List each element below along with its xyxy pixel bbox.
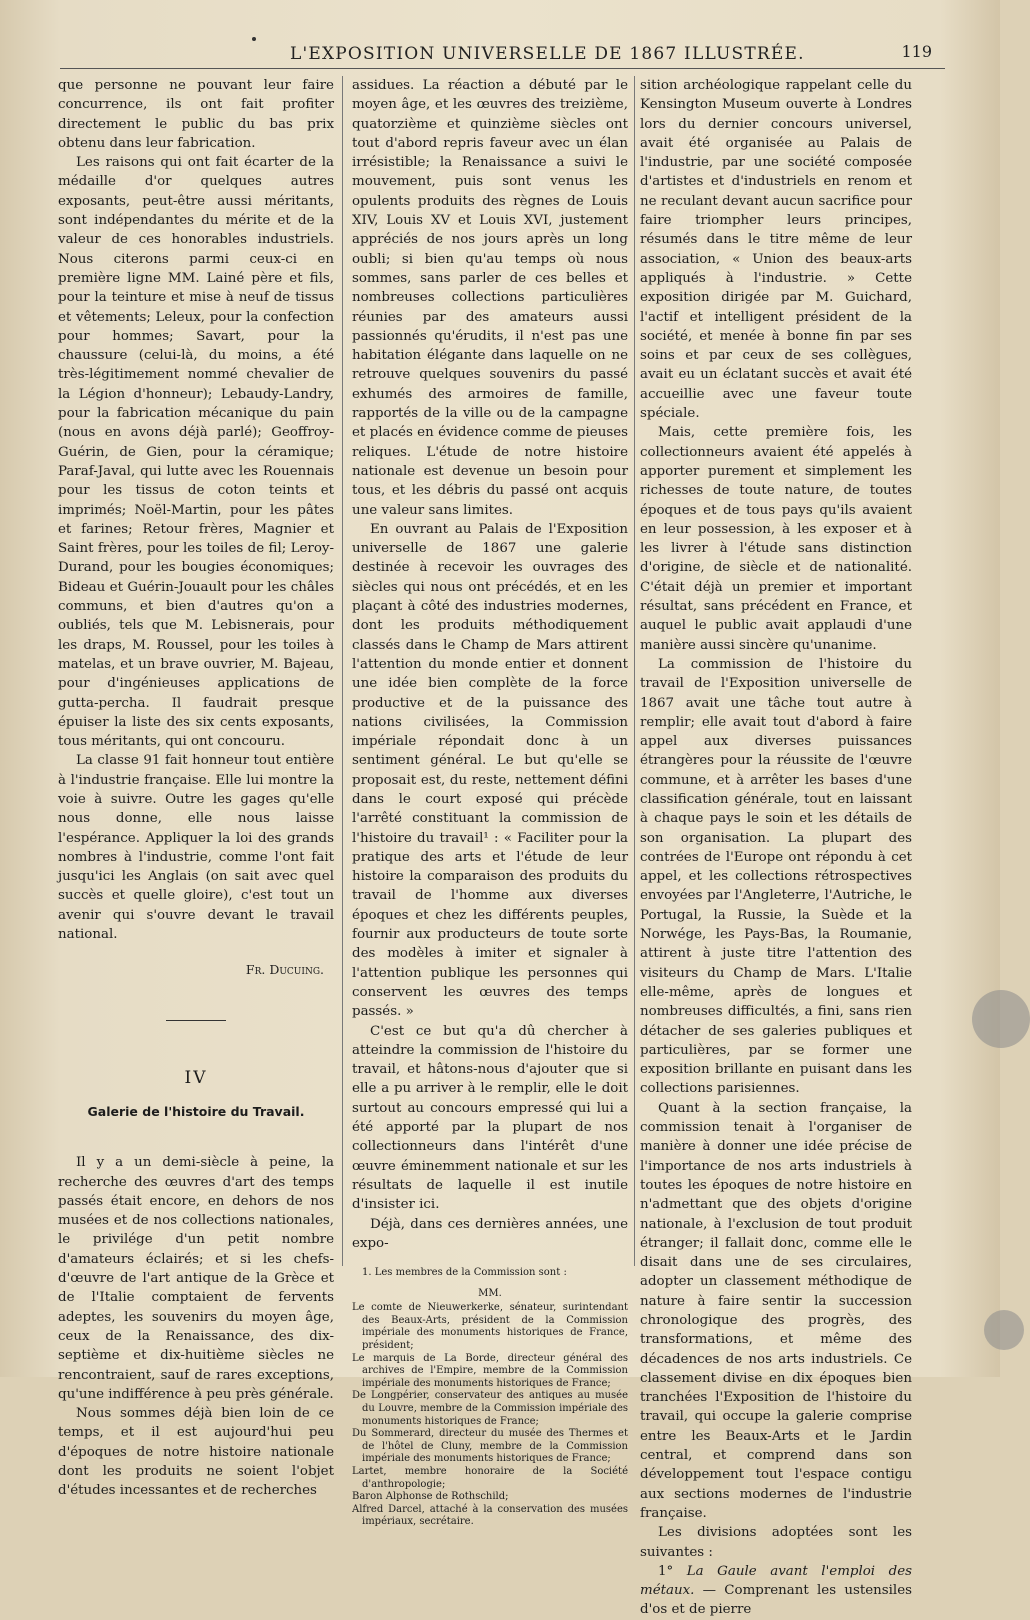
print-speck xyxy=(252,37,256,41)
paragraph: C'est ce but qu'a dû chercher à atteindre la commission de l'histoire du travail, et hâtons-nous d'ajouter que si elle a pu arriver à le remplir, elle le doit surtout au concours empressé qui lui a été apporté par la plupart de nos collectionneurs dans l'intérêt d'une œuvre éminemment nationale et sur les résultats de laquelle il est inutile d'insister ici. xyxy=(352,1023,628,1213)
footnote-item: Le comte de Nieuwerkerke, sénateur, surintendant des Beaux-Arts, président de la Commission impériale des monuments historiques de France, président; xyxy=(352,1302,628,1352)
footnote xyxy=(352,1267,628,1529)
footnote-item: Alfred Darcel, attaché à la conservation des musées impériaux, secrétaire. xyxy=(352,1503,628,1528)
paragraph: En ouvrant au Palais de l'Exposition universelle de 1867 une galerie destinée à recevoir les ouvrages des siècles qui nous ont précédés, et en les plaçant à côté des industries modernes, dont les produits méthodiquement classés dans le Champ de Mars attirent l'attention du monde entier et donnent une idée bien complète de la force productive et de la puissance des nations civilisées, la Commission impériale répondait donc à un sentiment général. Le but qu'elle se proposait est, du reste, nettement défini dans le court exposé qui précède l'arrêté constituant la commission de l'histoire du travail¹ : « Faciliter pour la pratique des arts et l'étude de leur histoire la comparaison des produits du travail de l'homme aux diverses époques et chez les différents peuples, fournir aux producteurs de toute sorte des modèles à imiter et signaler à l'attention publique les personnes qui conservent les œuvres des temps passés. » xyxy=(352,521,628,1020)
paragraph xyxy=(640,1562,912,1620)
paragraph: Déjà, dans ces dernières années, une expo- xyxy=(352,1216,628,1251)
column-divider-1 xyxy=(342,76,343,1266)
paragraph: assidues. La réaction a débuté par le moyen âge, et les œuvres des treizième, quatorzième et quinzième siècles ont tout d'abord repris faveur avec un élan irrésistible; la Renaissance a suivi le mouvement, puis sont venus les opulents produits des règnes de Louis XIV, Louis XV et Louis XVI, justement appréciés de nos jours après un long oubli; si bien qu'au temps où nous sommes, sans parler de ces belles et nombreuses collections particulières réunies par des amateurs aussi passionnés qu'érudits, il n'est pas une habitation élégante dans laquelle on ne retrouve quelques souvenirs du passé exhumés des armoires de famille, rapportés de la ville ou de la campagne et placés en évidence comme de pieuses reliques. L'étude de notre histoire nationale est devenue un besoin pour tous, et les débris du passé ont acquis une valeur sans limites. xyxy=(352,78,628,518)
paragraph: Les divisions adoptées sont les suivantes : xyxy=(640,1525,912,1560)
division-title: La Gaule avant l'emploi des métaux. xyxy=(640,1563,912,1599)
footnote-item: Baron Alphonse de Rothschild; xyxy=(352,1491,509,1503)
paragraph: Nous sommes déjà bien loin de ce temps, et il est aujourd'hui peu d'époques de notre histoire nationale dont les produits ne soient l'objet d'études incessantes et de recherches xyxy=(58,1406,334,1499)
column-3 xyxy=(640,76,912,1620)
division-text: — Comprenant les ustensiles d'os et de pierre xyxy=(640,1583,912,1618)
binding-hole xyxy=(972,990,1030,1048)
section-number: IV xyxy=(184,1067,208,1088)
footnote-title: 1. Les membres de la Commission sont : xyxy=(362,1267,567,1279)
section-title: Galerie de l'histoire du Travail. xyxy=(87,1103,305,1119)
paragraph: Mais, cette première fois, les collectionneurs avaient été appelés à apporter purement et simplement les richesses de toute nature, de toutes époques et de tous pays qu'ils avaient en leur possession, à les exposer et à les livrer à l'étude sans distinction d'origine, de siècle et de nationalité. C'était déjà un premier et important résultat, sans précédent en France, et auquel le public avait applaudi d'une manière aussi sincère qu'unanime. xyxy=(640,425,912,653)
section-divider xyxy=(166,1020,226,1021)
footnote-item: De Longpérier, conservateur des antiques au musée du Louvre, membre de la Commission impériale des monuments historiques de France; xyxy=(352,1390,628,1427)
page-number: 119 xyxy=(901,42,932,61)
footnote-item: Lartet, membre honoraire de la Société d'anthropologie; xyxy=(352,1466,628,1490)
column-divider-2 xyxy=(634,76,635,1266)
footnote-item: Du Sommerard, directeur du musée des Thermes et de l'hôtel de Cluny, membre de la Commission impériale des monuments historiques de France; xyxy=(352,1428,628,1465)
paragraph: La classe 91 fait honneur tout entière à l'industrie française. Elle lui montre la voie à suivre. Outre les gages qu'elle nous donne, elle nous laisse l'espérance. Appliquer la loi des grands nombres à l'industrie, comme l'ont fait jusqu'ici les Anglais (on sait avec quel succès et quelle gloire), c'est tout un avenir qui s'ouvre devant le travail national. xyxy=(58,753,334,943)
header-rule xyxy=(60,68,945,69)
paragraph: sition archéologique rappelant celle du Kensington Museum ouverte à Londres lors du dernier concours universel, avait été organisée au Palais de l'industrie, par une société composée d'artistes et d'industriels en renom et ne reculant devant aucun sacrifice pour faire triompher leurs principes, résumés dans le titre même de leur association, « Union des beaux-arts appliqués à l'industrie. » Cette exposition dirigée par M. Guichard, l'actif et intelligent président de la société, et menée à bonne fin par ses soins et par ceux de ses collègues, avait eu un éclatant succès et avait été accueillie avec une faveur toute spéciale. xyxy=(640,78,912,422)
column-1 xyxy=(58,76,334,1501)
author-signature: Fr. Ducuing. xyxy=(245,962,324,978)
paragraph: Il y a un demi-siècle à peine, la recherche des œuvres d'art des temps passés était encore, en dehors de nos musées et de nos collections nationales, le privilége d'un petit nombre d'amateurs éclairés; et si les chefs-d'œuvre de l'art antique de la Grèce et de l'Italie comptaient de fervents adeptes, les souvenirs du moyen âge, ceux de la Renaissance, des dix-septième et dix-huitième siècles ne rencontraient, sauf de rares exceptions, qu'une indifférence à peu près générale. xyxy=(58,1155,334,1402)
paragraph: Quant à la section française, la commission tenait à l'organiser de manière à donner une idée précise de l'importance de nos arts industriels à toutes les époques de notre histoire en n'admettant que des objets d'origine nationale, à l'exclusion de tout produit étranger; il fallait donc, comme elle le disait dans une de ses circulaires, adopter un classement méthodique de nature à faire sentir la succession chronologique des progrès, des transformations, et même des décadences de nos arts industriels. Ce classement divise en dix époques bien tranchées l'Exposition de l'histoire du travail, qui occupe la galerie comprise entre les Beaux-Arts et le Jardin central, et comprend dans son développement tout l'espace contigu aux sections modernes de l'industrie française. xyxy=(640,1100,912,1521)
paragraph: que personne ne pouvant leur faire concurrence, ils ont fait profiter directement le public du bas prix obtenu dans leur fabrication. xyxy=(58,78,334,151)
paragraph: La commission de l'histoire du travail de l'Exposition universelle de 1867 avait une tâche tout autre à remplir; elle avait tout d'abord à faire appel aux diverses puissances étrangères pour la réussite de l'œuvre commune, et à arrêter les bases d'une classification générale, tout en laissant à chaque pays le soin et les détails de son organisation. La plupart des contrées de l'Europe ont répondu à cet appel, et les collections rétrospectives envoyées par l'Angleterre, l'Autriche, le Portugal, la Russie, la Suède et la Norwége, les Pays-Bas, la Roumanie, attirent à juste titre l'attention des visiteurs du Champ de Mars. L'Italie elle-même, après de longues et nombreuses difficultés, a fini, sans rien détacher de ses galeries publiques et particulières, par se former une exposition brillante en puisant dans les collections parisiennes. xyxy=(640,656,912,1097)
footnote-item: Le marquis de La Borde, directeur général des archives de l'Empire, membre de la Commission impériale des monuments historiques de France; xyxy=(352,1352,628,1389)
page-header xyxy=(60,42,960,66)
running-title: L'EXPOSITION UNIVERSELLE DE 1867 ILLUSTRÉE. xyxy=(290,44,805,64)
binding-hole xyxy=(984,1310,1024,1350)
footnote-mm: MM. xyxy=(478,1287,502,1299)
column-2 xyxy=(352,76,628,1529)
list-number: 1° xyxy=(658,1563,687,1579)
paragraph: Les raisons qui ont fait écarter de la médaille d'or quelques autres exposants, peut-être aussi méritants, sont indépendantes du mérite et de la valeur de ces honorables industriels. Nous citerons parmi ceux-ci en première ligne MM. Lainé père et fils, pour la teinture et mise à neuf de tissus et vêtements; Leleux, pour la confection pour hommes; Savart, pour la chaussure (celui-là, du moins, a été très-légitimement nommé chevalier de la Légion d'honneur); Lebaudy-Landry, pour la fabrication mécanique du pain (nous en avons déjà parlé); Geoffroy-Guérin, de Gien, pour la céramique; Paraf-Javal, qui lutte avec les Rouennais pour les tissus de coton teints et imprimés; Noël-Martin, pour les pâtes et farines; Retour frères, Magnier et Saint frères, pour les toiles de fil; Leroy-Durand, pour les bougies économiques; Bideau et Guérin-Jouault pour les châles communs, et bien d'autres qu'on a oubliés, tels que M. Lebisnerais, pour les draps, M. Roussel, pour les toiles à matelas, et un brave ouvrier, M. Bajeau, pour d'ingénieuses applications de gutta-percha. Il faudrait presque épuiser la liste des six cents exposants, tous méritants, qui ont concouru. xyxy=(58,155,334,750)
